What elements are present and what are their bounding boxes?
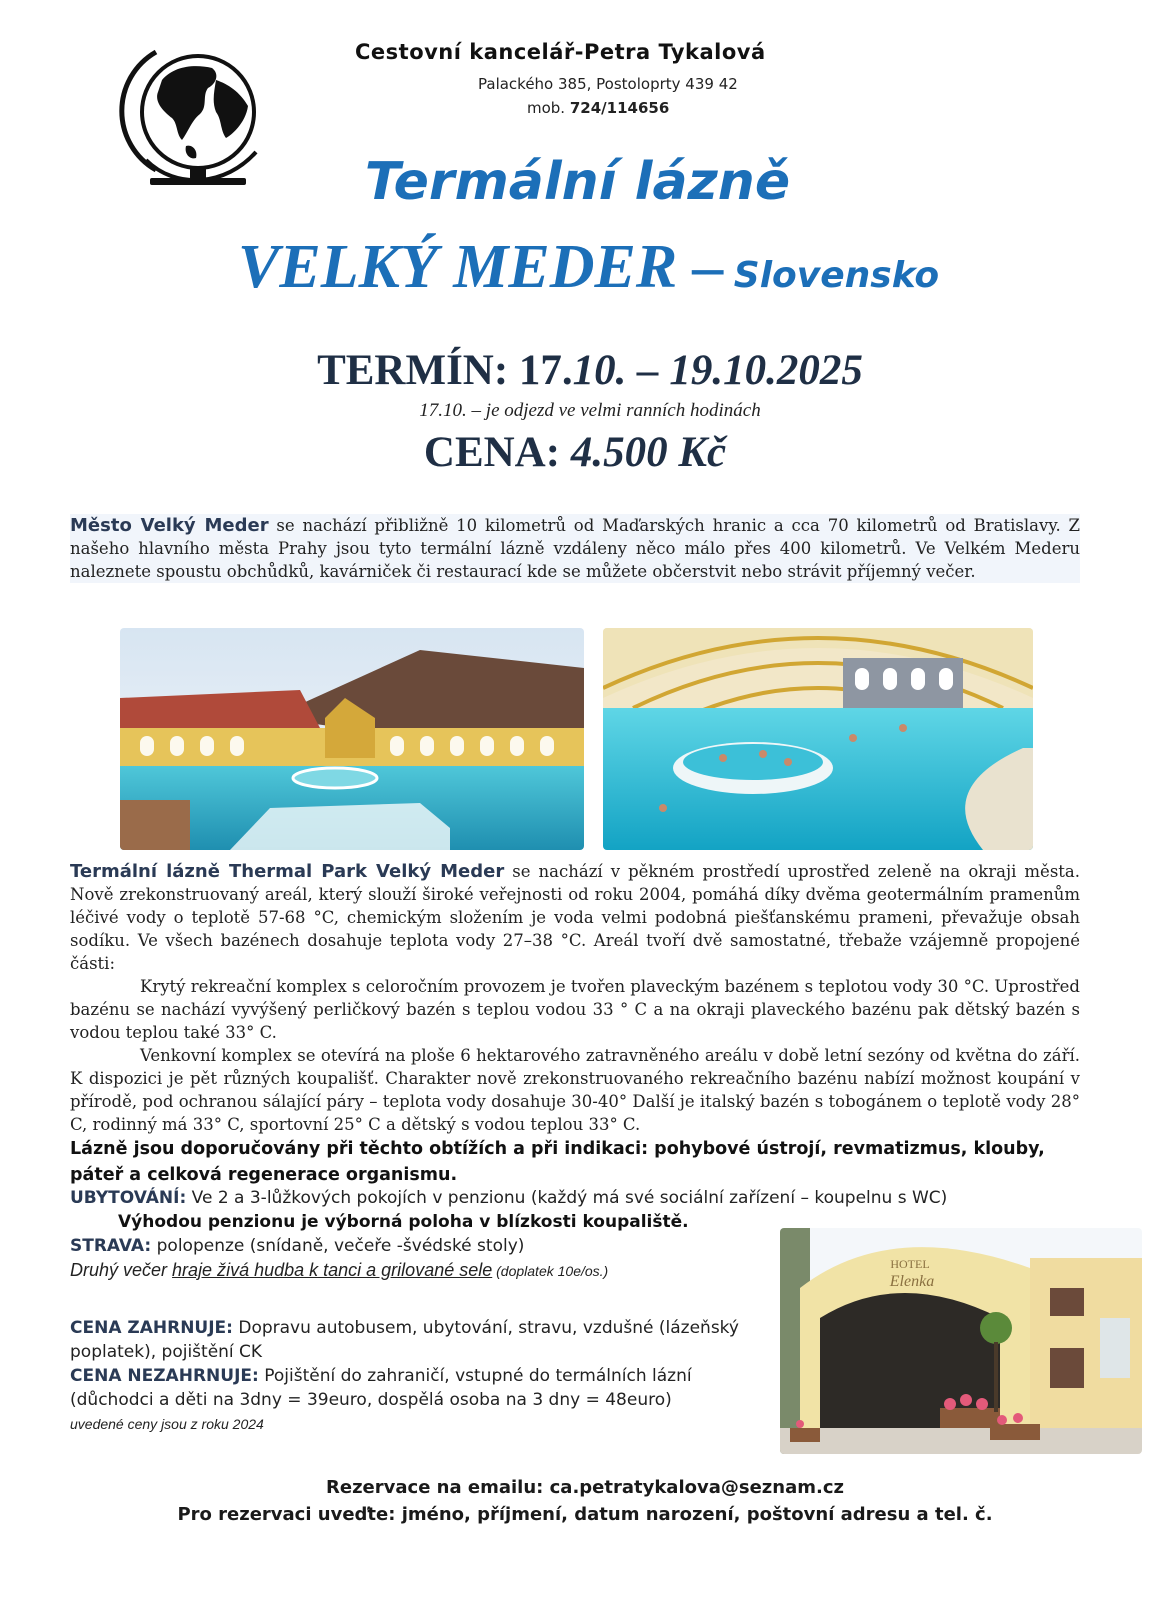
indoor-pool-photo — [603, 628, 1033, 850]
accommodation-advantage: Výhodou penzionu je výborná poloha v blízkosti koupaliště. — [118, 1212, 689, 1232]
term-dates: 10. – 19.10.2025 — [572, 347, 863, 394]
park-indications: Lázně jsou doporučovány při těchto obtížích a při indikaci: pohybové ústrojí, revmatizmus, klouby, páteř a celková regenerace organismu. — [70, 1139, 1045, 1185]
intro-text: se nachází přibližně 10 kilometrů od Maďarských hranic a cca 70 kilometrů od Bratislavy. Z našeho hlavního města Prahy jsou tyto termální lázně vzdáleny něco málo přes 400 kilometrů. Ve Velkém Mederu naleznete spoustu obchůdků, kavárniček či restaurací kde se můžete občerstvit nebo strávit příjemný večer. — [70, 516, 1080, 581]
title-country: Slovensko — [733, 255, 940, 296]
evening-prefix: Druhý večer — [70, 1260, 173, 1280]
title-line-2 — [238, 232, 939, 303]
reservation-email: Rezervace na emailu: ca.petratykalova@seznam.cz — [326, 1477, 844, 1498]
food-text: polopenze (snídaně, večeře -švédské stoly) — [151, 1236, 525, 1256]
price-includes — [70, 1316, 770, 1364]
thermal-park-description — [70, 860, 1080, 1188]
reservation-instructions: Pro rezervaci uveďte: jméno, příjmení, datum narození, poštovní adresu a tel. č. — [177, 1504, 993, 1525]
intro-paragraph — [70, 514, 1080, 583]
term-label: TERMÍN: 17. — [317, 347, 573, 394]
park-intro — [70, 860, 1080, 975]
phone-number: 724/114656 — [569, 99, 670, 117]
price-includes-label: CENA ZAHRNUJE: — [70, 1318, 233, 1338]
agency-name: Cestovní kancelář-Petra Tykalová — [355, 40, 766, 64]
price-heading — [0, 428, 1170, 477]
price-excludes — [70, 1364, 770, 1412]
park-indoor: Krytý rekreační komplex s celoročním provozem je tvořen plaveckým bazénem s teplotou vody 30 °C. Uprostřed bazénu se nachází vyvýšený perličkový bazén s teplou vodou 33 ° C a na okraji plaveckého bazénu pak dětský bazén s vodou teplou také 33° C. — [70, 977, 1080, 1042]
hotel-photo — [780, 1228, 1142, 1454]
term-heading — [0, 346, 1170, 395]
evening-note: (doplatek 10e/os.) — [492, 1263, 609, 1279]
title-line-1: Termální lázně — [364, 152, 791, 212]
food-label: STRAVA: — [70, 1236, 152, 1256]
title-destination: VELKÝ MEDER – — [238, 233, 724, 301]
accommodation-line — [70, 1186, 1050, 1210]
evening-program: hraje živá hudba k tanci a grilované sele — [172, 1260, 493, 1280]
term-note: 17.10. – je odjezd ve velmi ranních hodinách — [419, 400, 761, 421]
park-intro-text: se nachází v pěkném prostředí uprostřed zeleně na okraji města. Nově zrekonstruovaný areál, který slouží široké veřejnosti od roku 2004, pomáhá díky dvěma geotermálním pramenům léčivé vody o teplotě 57-68 °C, chemickým složením je voda velmi podobná piešťanskému prameni, převažuje obsah sodíku. Ve všech bazénech dosahuje teplota vody 27–38 °C. Areál tvoří dvě samostatné, třebaže vzájemně propojené části: — [70, 862, 1080, 973]
phone-label: mob. — [527, 99, 566, 117]
price-excludes-text: Pojištění do zahraničí, vstupné do termálních lázní (důchodci a děti na 3dny = 39euro, dospělá osoba na 3 dny = 48euro) — [70, 1366, 692, 1410]
price-excludes-label: CENA NEZAHRNUJE: — [70, 1366, 259, 1386]
price-includes-text: Dopravu autobusem, ubytování, stravu, vzdušné (lázeňský poplatek), pojištění CK — [70, 1318, 739, 1362]
price-amount: 4.500 Kč — [570, 429, 727, 476]
hotel-sign-line2: Elenka — [889, 1273, 935, 1290]
hotel-sign-line1: HOTEL — [890, 1257, 930, 1271]
reservation-footer — [0, 1474, 1170, 1528]
outdoor-pool-photo — [120, 628, 584, 850]
price-year-note: uvedené ceny jsou z roku 2024 — [70, 1416, 264, 1432]
park-name: Termální lázně Thermal Park Velký Meder — [70, 861, 505, 882]
park-outdoor: Venkovní komplex se otevírá na ploše 6 hektarového zatravněného areálu v době letní sezóny od května do září. K dispozici je pět různých koupališť. Charakter nově zrekonstruovaného rekreačního bazénu nabízí možnost koupání v přírodě, pod ochranou sálající páry – teplota vody dosahuje 30-40° Další je italský bazén s tobogánem o teplotě vody 28° C, rodinný má 33° C, sportovní 25° C a dětský s vodou teplou 33° C. — [70, 1046, 1080, 1134]
agency-phone — [527, 99, 669, 117]
price-label: CENA: — [423, 429, 561, 476]
accommodation-label: UBYTOVÁNÍ: — [70, 1188, 187, 1208]
intro-town: Město Velký Meder — [70, 515, 269, 536]
accommodation-text: Ve 2 a 3-lůžkových pokojích v penzionu (každý má své sociální zařízení – koupelnu s WC) — [186, 1188, 948, 1208]
agency-address: Palackého 385, Postoloprty 439 42 — [478, 75, 738, 93]
price-details — [70, 1316, 770, 1436]
